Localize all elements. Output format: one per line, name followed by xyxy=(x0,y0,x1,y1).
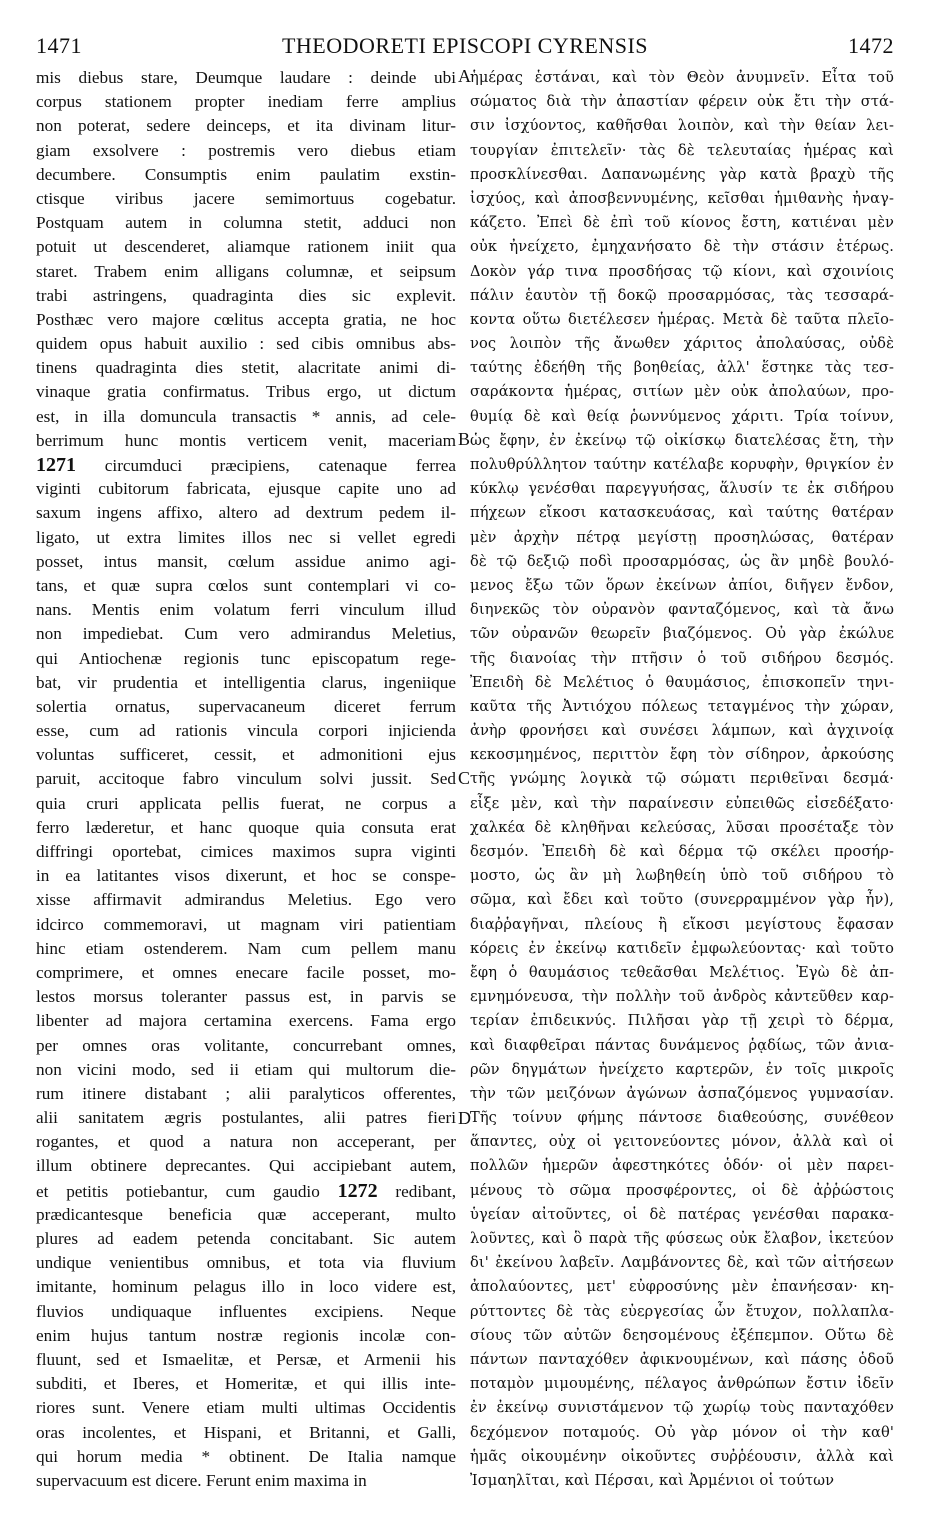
latin-text-line: quidem opus habuit auxilio : sed cibis omnibus abs- xyxy=(36,334,456,354)
greek-text-line: τῆς διανοίας τὴν πτῆσιν ὁ τοῦ σιδήρου δεσμός. xyxy=(470,649,894,667)
latin-text-line: idcirco commemoravi, ut magnam viri patientiam xyxy=(36,914,456,934)
latin-text-line: viginti cubitorum fabricata, ejusque capite uno ad xyxy=(36,479,456,499)
latin-text-line: qui Antiochenæ regionis tunc episcopatum rege- xyxy=(36,648,456,668)
greek-text-line: ρῶν δηγμάτων ἠνείχετο καρτερῶν, ἐν τοῖς μικροῖς xyxy=(470,1060,894,1078)
greek-column xyxy=(470,66,894,1493)
latin-text-line: tinens quadraginta dies stetit, alacritate animi di- xyxy=(36,358,456,378)
latin-text-line: paruit, accitoque fabro vinculum solvi jussit. Sed xyxy=(36,769,456,789)
greek-text-line: δὲ τῷ δεξιῷ ποδὶ προσαρμόσας, ὡς ἂν μηδὲ βουλό- xyxy=(470,552,894,570)
greek-text-line: νος λοιπὸν τῆς ἄνωθεν χάριτος ἀπολαύσας, οὐδὲ xyxy=(470,335,894,353)
greek-text-line: ἡμέρας ἑστάναι, καὶ τὸν Θεὸν ἀνυμνεῖν. Εἶτα τοῦ xyxy=(470,69,894,86)
greek-text-line: ἡμᾶς οἰκουμένην οἰκοῦντες συῤῥέουσιν, ἀλλὰ καὶ xyxy=(470,1447,894,1465)
latin-text-line: staret. Trabem enim alligans columnæ, et seipsum xyxy=(36,261,456,281)
latin-text-line: 1271 circumduci præcipiens, catenaque ferrea xyxy=(36,454,456,476)
latin-text-line: quia cruri applicata pellis fuerat, ne corpus a xyxy=(36,793,456,813)
latin-text-line: per omnes oras volitante, concurrebant omnes, xyxy=(36,1035,456,1055)
greek-text-line: Δοκὸν γάρ τινα προσδήσας τῷ κίονι, καὶ σχοινίοις xyxy=(470,262,894,280)
greek-text-line: σαράκοντα ἡμέρας, σιτίων μὲν οὐκ ἀπολαύων, προ- xyxy=(470,383,894,401)
latin-text-line: libenter ad majora certamina exercens. Fama ergo xyxy=(36,1011,456,1031)
greek-text-line: θυμίᾳ δὲ καὶ θείᾳ ῥωννύμενος χάριτι. Τρία τοίνυν, xyxy=(470,407,894,425)
latin-text-line: nans. Mentis enim volatum ferri vinculum illud xyxy=(36,600,456,620)
greek-text-line: σῶμα, καὶ ἔδει καὶ τοῦτο (συνερραμμένον γὰρ ἦν), xyxy=(470,891,894,909)
latin-text-line: undique venientibus omnibus, et tota via fluvium xyxy=(36,1253,456,1273)
greek-text-line: μένους τὸ σῶμα προσφέροντες, οἱ δὲ ἀῤῥώστοις xyxy=(470,1181,894,1199)
column-number: 1272 xyxy=(337,1179,378,1202)
latin-text-line: voluntas sufficeret, cessit, et admonitioni ejus xyxy=(36,745,456,765)
latin-text-line: Postquam autem in columna stetit, adduci non xyxy=(36,213,456,233)
latin-text-line: non impediebat. Cum vero admirandus Meletius, xyxy=(36,624,456,644)
greek-text-line: καὶ διαφθεῖραι πάντας δυνάμενος ῥᾳδίως, τῶν ἀνια- xyxy=(470,1036,894,1054)
greek-text-line: πάλιν ἑαυτὸν τῇ δοκῷ προσαρμόσας, τὰς τεσσαρά- xyxy=(470,286,894,304)
latin-text-line: illum obtinere deprecantes. Qui accipiebant autem, xyxy=(36,1156,456,1176)
greek-text-line: κόρεις ἐν ἐκείνῳ κατιδεῖν ἐμφωλεύοντας· καὶ τοῦτο xyxy=(470,939,894,957)
greek-text-line: δεχόμενον ποταμούς. Οὐ γὰρ μόνον οἱ τὴν καθ' xyxy=(470,1423,894,1441)
latin-text-line: enim hujus tantum nostræ regionis incolæ con- xyxy=(36,1325,456,1345)
greek-text-line: κοντα οὕτω διετέλεσεν ἡμέρας. Μετὰ δὲ ταῦτα πλεῖο- xyxy=(470,310,894,328)
latin-text-line: non vicini modo, sed ii etiam qui multorum die- xyxy=(36,1059,456,1079)
latin-text-line: tans, et quæ supra cœlos sunt contemplari vi co- xyxy=(36,575,456,595)
page-header xyxy=(36,33,894,61)
greek-text-line: τὴν τῶν μειζόνων ἀγώνων ἀσπαζόμενος γυμνασίαν. xyxy=(470,1084,894,1102)
latin-text-line: plures ad eadem petenda concitabant. Sic autem xyxy=(36,1229,456,1248)
greek-text-line: ἐν ἐκείνῳ συνιστάμενον τῷ χωρίῳ τοὺς πανταχόθεν xyxy=(470,1399,894,1417)
latin-text-line: prædicantesque beneficia quæ acceperant, multo xyxy=(36,1204,456,1224)
greek-text-line: σώματος διὰ τὴν ἀπαστίαν φέρειν οὐκ ἔτι τὴν στά- xyxy=(470,93,894,111)
latin-text-line: decumbere. Consumptis enim paulatim exstin- xyxy=(36,164,456,184)
greek-text-line: πάντων πανταχόθεν ἀφικνουμένων, καὶ πάσης ὁδοῦ xyxy=(470,1350,894,1368)
latin-text-line: fluvios undiquaque influentes excipiens. Neque xyxy=(36,1301,456,1321)
latin-text-line: subditi, et Iberes, et Homeritæ, et qui illis inte- xyxy=(36,1374,456,1394)
greek-text-line: διηνεκῶς τὸν οὐρανὸν φανταζόμενος, καὶ τὰ ἄνω xyxy=(470,601,894,619)
latin-text-line: lestos morsus toleranter passus est, in parvis se xyxy=(36,987,456,1007)
latin-text-line: et petitis potiebantur, cum gaudio 1272 redibant, xyxy=(36,1179,456,1202)
greek-text-line: πολυθρύλλητον ταύτην κατέλαβε κορυφὴν, θριγκίον ἐν xyxy=(470,456,894,473)
latin-text-line: potuit ut descenderet, aliamque rationem iniit qua xyxy=(36,237,456,257)
section-marker-b: B xyxy=(458,429,471,449)
greek-text-line: ἀνὴρ φρονήσει καὶ συνέσει λάμπων, καὶ ἀγχινοίᾳ xyxy=(470,722,894,740)
latin-text-line: oras incolentes, et Hispani, et Britanni, et Galli, xyxy=(36,1422,456,1442)
greek-text-line: μὲν ἀρχὴν πέτρᾳ μεγίστῃ προσηλώσας, θατέραν xyxy=(470,528,894,546)
greek-text-line: ἔφη ὁ θαυμάσιος τεθεᾶσθαι Μελέτιος. Ἐγὼ δὲ ἀπ- xyxy=(470,963,894,981)
section-marker-d: D xyxy=(458,1108,471,1128)
greek-text-line: προσκλίνεσθαι. Δαπανωμένης γὰρ κατὰ βραχὺ τῆς xyxy=(470,165,894,183)
greek-text-line: οὐκ ἠνείχετο, ἐμηχανήσατο δὲ τὴν στάσιν ἑτέρως. xyxy=(470,238,894,256)
latin-text-line: qui horum media * obtinent. De Italia namque xyxy=(36,1446,456,1466)
latin-text-line: trabi astringens, quadraginta dies sic explevit. xyxy=(36,285,456,305)
greek-text-line: καῦτα τῆς Ἀντιόχου πόλεως τεταγμένος τὴν χώραν, xyxy=(470,697,894,715)
latin-text-line: corpus stationem propter inediam ferre amplius xyxy=(36,92,456,112)
latin-text-line: supervacuum est dicere. Ferunt enim maxima in xyxy=(36,1470,367,1490)
page-number-left: 1471 xyxy=(36,33,82,58)
section-marker-a: A xyxy=(458,66,471,86)
greek-text-line: τερίαν ἐπιδεικνύς. Πιλῆσαι γὰρ τῇ χειρὶ τὸ δέρμα, xyxy=(470,1012,894,1030)
greek-text-line: τῆς γνώμης λογικὰ τῷ σώματι περιθεῖναι δεσμά· xyxy=(470,770,894,788)
latin-text-line: ferro læderetur, et hanc quoque quia consuta erat xyxy=(36,817,456,837)
greek-text-line: μοστο, ὡς ἂν μὴ λωβηθείη ὑπὸ τοῦ σιδήρου τὸ xyxy=(470,867,894,885)
latin-text-line: rum itinere distabant ; alii paralyticos offerentes, xyxy=(36,1083,456,1103)
section-marker-c: C xyxy=(458,768,471,788)
latin-text-line: fluunt, sed et Ismaelitæ, et Persæ, et Armenii his xyxy=(36,1349,456,1369)
latin-text-line: solertia ornatus, supervacaneum diceret ferrum xyxy=(36,696,456,716)
latin-column xyxy=(36,66,456,1493)
greek-text-line: ὑγείαν αἰτοῦντες, οἱ δὲ πατέρας γενέσθαι παρακα- xyxy=(470,1205,894,1223)
greek-text-line: μενος ἔξω τῶν ὅρων ἐκείνων ἀπίοι, διῆγεν ἔνδον, xyxy=(470,576,894,594)
latin-text-line: est, in illa domuncula transactis * annis, ad cele- xyxy=(36,406,456,426)
latin-text-line: diffringi oportebat, cimices maximos supra viginti xyxy=(36,842,456,861)
greek-text-line: ὡς ἔφην, ἐν ἐκείνῳ τῷ οἰκίσκῳ διατελέσας ἔτη, τὴν xyxy=(470,431,894,449)
greek-text-line: σιν ἰσχύοντος, καθῆσθαι λοιπὸν, καὶ τὴν θείαν λει- xyxy=(470,117,894,135)
greek-text-line: τουργίαν ἐπιτελεῖν· τὰς δὲ τελευταίας ἡμέρας καὶ xyxy=(470,141,894,159)
greek-text-line: πολλῶν ἡμερῶν ἀφεστηκότες ὁδόν· οἱ μὲν παρει- xyxy=(470,1157,894,1175)
latin-text-line: esse, cum ad rationis vincula corpori injicienda xyxy=(36,721,456,741)
latin-text-line: berrimum hunc montis verticem venit, maceriam xyxy=(36,430,456,450)
greek-text-line: ταύτης ἐδεήθη τῆς βοηθείας, ἀλλ' ἕστηκε τὰς τεσ- xyxy=(470,359,894,377)
latin-text-line: comprimere, et omnes enecare facile posset, mo- xyxy=(36,962,456,982)
latin-text-line: vinaque gratia confirmatus. Tribus ergo, ut dictum xyxy=(36,382,456,402)
greek-text-line: ἀπολαύοντες, μετ' εὐφροσύνης μὲν ἐπανήεσαν· κη- xyxy=(470,1278,894,1296)
latin-text-line: hinc etiam ostenderem. Nam cum pellem manu xyxy=(36,938,456,958)
latin-text-line: imitante, hominum pelagus illo in loco videre est, xyxy=(36,1277,456,1297)
greek-text-line: λοῦντες, καὶ ὃ παρὰ τῆς φύσεως οὐκ ἔλαβον, ἱκετεύον xyxy=(470,1230,894,1247)
greek-text-line: εἶξε μὲν, καὶ τὴν παραίνεσιν εὐπειθῶς εἰσεδέξατο· xyxy=(470,794,894,812)
greek-text-line: Ἰσμαηλῖται, καὶ Πέρσαι, καὶ Ἀρμένιοι οἱ τούτων xyxy=(470,1471,835,1489)
greek-text-line: διαῤῥαγῆναι, πλείους ἢ εἴκοσι μεγίστους ἔφασαν xyxy=(470,915,894,933)
latin-text-line: posset, intus mansit, cœlum assidue animo agi- xyxy=(36,551,456,571)
greek-text-line: εμνημόνευσα, τὴν πολλὴν τοῦ ἀνδρὸς κἀντεῦθεν καρ- xyxy=(470,988,894,1006)
greek-text-line: σίους τῶν αὐτῶν δεησομένους ἐξέπεμπον. Οὕτω δὲ xyxy=(470,1326,894,1344)
greek-text-line: πήχεων εἴκοσι κατασκευάσας, καὶ ταύτης θατέραν xyxy=(470,504,894,522)
greek-text-line: χαλκέα δὲ κληθῆναι κελεύσας, λῦσαι προσέταξε τὸν xyxy=(470,818,894,836)
greek-text-line: Τῆς τοίνυν φήμης πάντοσε διαθεούσης, συνέθεον xyxy=(470,1109,894,1127)
latin-text-line: saxum ingens affixo, altero ad dextrum pedem il- xyxy=(36,503,456,523)
latin-text-line: in ea latitantes visos dixerunt, et hoc se conspe- xyxy=(36,866,456,886)
greek-text-line: Ἐπειδὴ δὲ Μελέτιος ὁ θαυμάσιος, ἐπισκοπεῖν τηνι- xyxy=(470,673,894,691)
greek-text-line: δι' ἐκείνου λαβεῖν. Λαμβάνοντες δὲ, καὶ τῶν αἰτήσεων xyxy=(470,1254,894,1272)
latin-text-line: rogantes, et quod a natura non acceperant, per xyxy=(36,1132,456,1152)
greek-text-line: ἅπαντες, οὐχ οἱ γειτονεύοντες μόνον, ἀλλὰ καὶ οἱ xyxy=(470,1133,894,1151)
greek-text-line: δεσμόν. Ἐπειδὴ δὲ καὶ δέρμα τῷ σκέλει προσήρ- xyxy=(470,843,894,860)
latin-text-line: mis diebus stare, Deumque laudare : deinde ubi xyxy=(36,68,456,87)
latin-text-line: giam exsolvere : postremis vero diebus etiam xyxy=(36,140,456,160)
latin-text-line: ctisque viribus jacere semimortuus cogebatur. xyxy=(36,188,456,208)
greek-text-line: κύκλῳ γενέσθαι παρεγγυήσας, ἅλυσίν τε ἐκ σιδήρου xyxy=(470,480,894,498)
greek-text-line: ρύττοντες δὲ τὰς εὐεργεσίας ὧν ἔτυχον, πολλαπλα- xyxy=(470,1302,894,1320)
greek-text-line: κάζετο. Ἐπεὶ δὲ ἐπὶ τοῦ κίονος ἔστη, κατιέναι μὲν xyxy=(470,214,894,232)
greek-text-line: κεκοσμημένος, περιττὸν ἔφη τὸν σίδηρον, ἀρκούσης xyxy=(470,746,894,764)
running-title: THEODORETI EPISCOPI CYRENSIS xyxy=(281,33,649,58)
greek-text-line: ἰσχύος, καὶ ἀποσβεννυμένης, κεῖσθαι ἡμιθανὴς ἠναγ- xyxy=(470,189,894,207)
latin-text-line: xisse affirmavit admirandus Meletius. Ego vero xyxy=(36,890,456,910)
latin-text-line: alii sanitatem ægris postulantes, alii patres fieri xyxy=(36,1108,456,1128)
latin-text-line: ligato, ut extra limites illos nec si vellet egredi xyxy=(36,527,456,547)
latin-text-line: riores sunt. Venere etiam multi ultimas Occidentis xyxy=(36,1398,456,1418)
column-number: 1271 xyxy=(36,454,76,476)
latin-text-line: Posthæc vero majore cœlitus accepta gratia, ne hoc xyxy=(36,309,456,329)
latin-text-line: bat, vir prudentia et intelligentia clarus, ingeniique xyxy=(36,672,456,692)
latin-text-line: non poterat, sedere deinceps, et ita divinam litur- xyxy=(36,116,456,136)
page-number-right: 1472 xyxy=(848,33,894,58)
greek-text-line: τῶν οὐρανῶν θεωρεῖν βιαζόμενος. Οὐ γὰρ ἐκώλυε xyxy=(470,625,894,643)
greek-text-line: ποταμὸν μιμουμένης, πέλαγος ἀνθρώπων ἔστιν ἰδεῖν xyxy=(470,1375,894,1393)
